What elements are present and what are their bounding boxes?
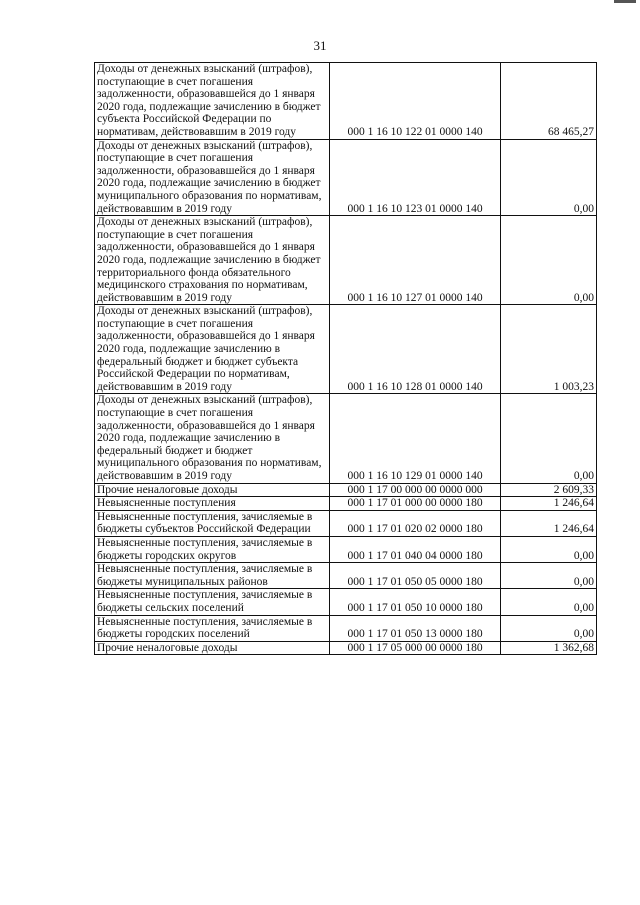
- row-name-cell: [95, 510, 330, 536]
- row-code-cell: 000 1 17 01 050 13 0000 180: [330, 615, 501, 641]
- row-name-text: Невыясненные поступления, зачисляемые в бюджеты городских округов: [97, 536, 313, 562]
- row-code-cell: 000 1 17 01 040 04 0000 180: [330, 536, 501, 562]
- row-code-cell: 000 1 16 10 128 01 0000 140: [330, 305, 501, 394]
- row-amount-cell: 1 246,64: [501, 497, 597, 511]
- row-code-cell: 000 1 17 01 000 00 0000 180: [330, 497, 501, 511]
- row-amount-cell: 1 003,23: [501, 305, 597, 394]
- row-name-cell: [95, 536, 330, 562]
- row-code-cell: 000 1 17 05 000 00 0000 180: [330, 641, 501, 655]
- row-amount-cell: 68 465,27: [501, 63, 597, 140]
- row-name-cell: [95, 497, 330, 511]
- row-name-text: Доходы от денежных взысканий (штрафов), поступающие в счет погашения задолженности, образовавшейся до 1 января 2020 года, подлежащие зачислению в бюджет субъекта Российской Федерации по нормативам, действовавшим в 2019 году: [97, 63, 321, 138]
- table-row: [95, 216, 597, 305]
- revenue-table-body: [95, 63, 597, 655]
- row-name-cell: [95, 63, 330, 140]
- table-row: [95, 497, 597, 511]
- row-name-cell: [95, 641, 330, 655]
- row-amount-cell: 1 246,64: [501, 510, 597, 536]
- row-code-cell: 000 1 17 01 020 02 0000 180: [330, 510, 501, 536]
- row-amount-cell: 0,00: [501, 394, 597, 483]
- row-name-cell: [95, 615, 330, 641]
- table-row: [95, 536, 597, 562]
- table-row: [95, 510, 597, 536]
- row-code-cell: 000 1 16 10 122 01 0000 140: [330, 63, 501, 140]
- row-name-cell: [95, 589, 330, 615]
- row-amount-cell: 2 609,33: [501, 483, 597, 497]
- row-name-cell: [95, 563, 330, 589]
- row-amount-cell: 0,00: [501, 563, 597, 589]
- row-code-cell: 000 1 17 01 050 05 0000 180: [330, 563, 501, 589]
- table-row: [95, 615, 597, 641]
- table-row: [95, 305, 597, 394]
- row-amount-cell: 0,00: [501, 589, 597, 615]
- row-code-cell: 000 1 17 00 000 00 0000 000: [330, 483, 501, 497]
- row-code-cell: 000 1 16 10 129 01 0000 140: [330, 394, 501, 483]
- row-code-cell: 000 1 17 01 050 10 0000 180: [330, 589, 501, 615]
- row-code-cell: 000 1 16 10 123 01 0000 140: [330, 139, 501, 216]
- row-amount-cell: 0,00: [501, 216, 597, 305]
- row-name-cell: [95, 216, 330, 305]
- row-name-text: Доходы от денежных взысканий (штрафов), поступающие в счет погашения задолженности, образовавшейся до 1 января 2020 года, подлежащие зачислению в федеральный бюджет и бюджет муниципального образования по нормативам, действовавшим в 2019 году: [97, 394, 322, 482]
- row-name-text: Невыясненные поступления, зачисляемые в бюджеты сельских поселений: [97, 589, 313, 614]
- row-name-text: Невыясненные поступления, зачисляемые в бюджеты субъектов Российской Федерации: [97, 510, 313, 536]
- row-name-text: Доходы от денежных взысканий (штрафов), поступающие в счет погашения задолженности, образовавшейся до 1 января 2020 года, подлежащие зачислению в федеральный бюджет и бюджет субъекта Российской Федерации по нормативам, действовавшим в 2019 году: [97, 305, 315, 393]
- row-name-text: Невыясненные поступления: [97, 497, 236, 510]
- row-name-text: Невыясненные поступления, зачисляемые в бюджеты муниципальных районов: [97, 563, 313, 588]
- table-row: [95, 641, 597, 655]
- row-amount-cell: 0,00: [501, 139, 597, 216]
- row-name-cell: [95, 139, 330, 216]
- table-row: [95, 483, 597, 497]
- row-amount-cell: 1 362,68: [501, 641, 597, 655]
- row-name-text: Невыясненные поступления, зачисляемые в бюджеты городских поселений: [97, 615, 313, 641]
- revenue-table: [94, 62, 597, 655]
- table-row: [95, 563, 597, 589]
- table-row: [95, 63, 597, 140]
- scan-corner-mark: [614, 0, 636, 3]
- row-name-cell: [95, 394, 330, 483]
- page-number: 31: [313, 38, 327, 53]
- row-name-text: Прочие неналоговые доходы: [97, 641, 238, 654]
- row-name-cell: [95, 305, 330, 394]
- row-amount-cell: 0,00: [501, 615, 597, 641]
- row-name-cell: [95, 483, 330, 497]
- table-row: [95, 394, 597, 483]
- row-name-text: Прочие неналоговые доходы: [97, 483, 238, 496]
- row-amount-cell: 0,00: [501, 536, 597, 562]
- table-row: [95, 139, 597, 216]
- row-name-text: Доходы от денежных взысканий (штрафов), поступающие в счет погашения задолженности, образовавшейся до 1 января 2020 года, подлежащие зачислению в бюджет муниципального образования по нормативам, действовавшим в 2019 году: [97, 139, 322, 215]
- table-row: [95, 589, 597, 615]
- row-code-cell: 000 1 16 10 127 01 0000 140: [330, 216, 501, 305]
- row-name-text: Доходы от денежных взысканий (штрафов), поступающие в счет погашения задолженности, образовавшейся до 1 января 2020 года, подлежащие зачислению в бюджет территориального фонда обязательного медицинского страхования по нормативам, действовавшим в 2019 году: [97, 216, 321, 304]
